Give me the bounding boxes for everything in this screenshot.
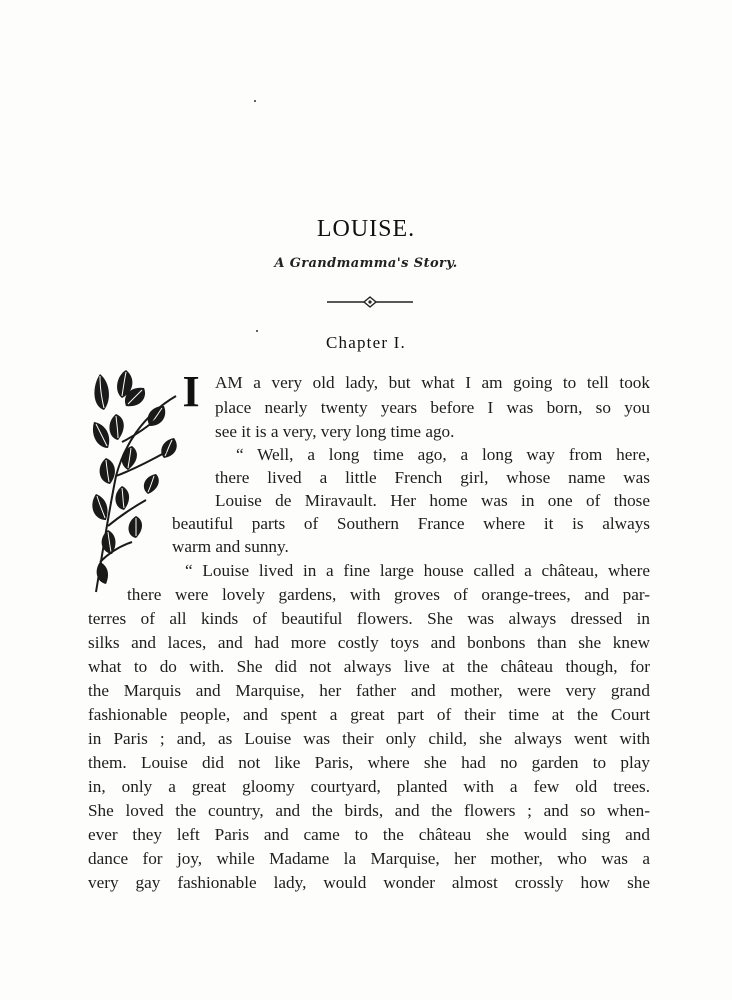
text-line: silks and laces, and had more costly toys and bonbons than she knew bbox=[88, 633, 650, 652]
text-line: warm and sunny. bbox=[172, 537, 289, 556]
text-line: ever they left Paris and came to the château she would sing and bbox=[88, 825, 650, 844]
story-title: LOUISE. bbox=[316, 216, 416, 242]
text-line: in, only a great gloomy courtyard, planted with a few old trees. bbox=[88, 777, 650, 796]
text-line: them. Louise did not like Paris, where she had no garden to play bbox=[88, 753, 650, 772]
scan-speck bbox=[256, 330, 258, 332]
story-subtitle: A Grandmamma's Story. bbox=[274, 256, 458, 271]
text-line: beautiful parts of Southern France where it is always bbox=[172, 514, 650, 533]
text-line: place nearly twenty years before I was born, so you bbox=[215, 398, 650, 417]
text-line: the Marquis and Marquise, her father and mother, were very grand bbox=[88, 681, 650, 700]
text-line: there lived a little French girl, whose name was bbox=[215, 468, 650, 487]
text-line: She loved the country, and the birds, and the flowers ; and so when- bbox=[88, 801, 650, 820]
drop-cap-letter: I bbox=[182, 367, 200, 416]
diamond-rule-ornament-icon bbox=[325, 294, 415, 310]
text-line: what to do with. She did not always live at the château though, for bbox=[88, 657, 650, 676]
text-line: see it is a very, very long time ago. bbox=[215, 422, 455, 441]
text-line: fashionable people, and spent a great part of their time at the Court bbox=[88, 705, 650, 724]
text-line: there were lovely gardens, with groves of orange-trees, and par- bbox=[127, 585, 650, 604]
text-line: in Paris ; and, as Louise was their only child, she always went with bbox=[88, 729, 650, 748]
text-line: “ Louise lived in a fine large house called a château, where bbox=[185, 561, 650, 580]
text-line: AM a very old lady, but what I am going to tell took bbox=[215, 373, 650, 392]
scan-speck bbox=[254, 100, 256, 102]
chapter-heading: Chapter I. bbox=[326, 333, 406, 352]
text-line: dance for joy, while Madame la Marquise, her mother, who was a bbox=[88, 849, 650, 868]
text-line: terres of all kinds of beautiful flowers. She was always dressed in bbox=[88, 609, 650, 628]
text-line: very gay fashionable lady, would wonder almost crossly how she bbox=[88, 873, 650, 892]
text-line: Louise de Miravault. Her home was in one of those bbox=[215, 491, 650, 510]
text-line: “ Well, a long time ago, a long way from here, bbox=[236, 445, 650, 464]
